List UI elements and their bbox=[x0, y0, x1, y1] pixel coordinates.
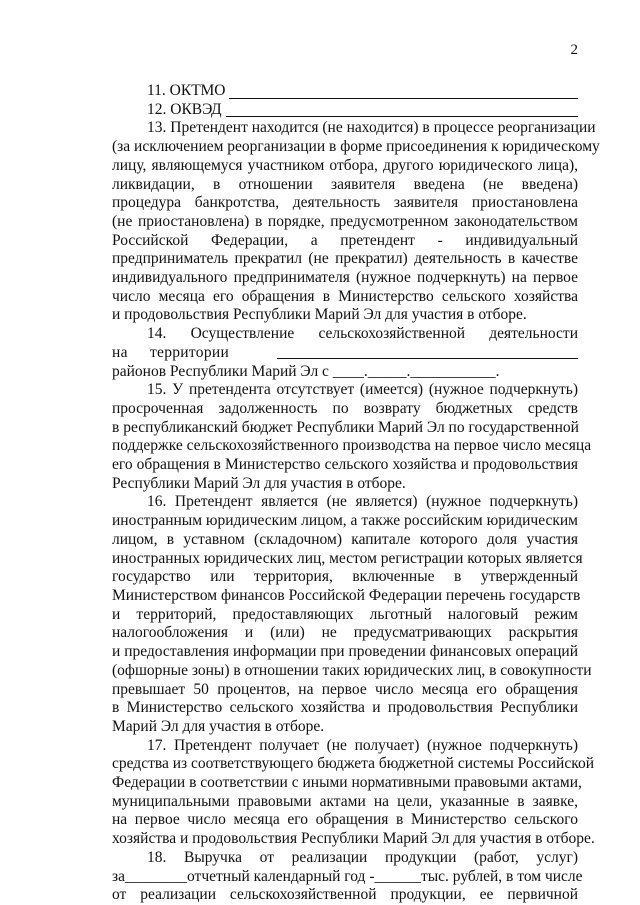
paragraph-line: Республики Марий Эл для участия в отборе. bbox=[112, 474, 406, 492]
day-blank[interactable]: ____ bbox=[332, 362, 364, 380]
paragraph-line: и территорий, предоставляющих льготный налоговый режим bbox=[112, 605, 578, 623]
paragraph-line: Министерством финансов Российской Федерации перечень государств bbox=[112, 586, 581, 604]
paragraph-line: в республиканский бюджет Республики Марий Эл по государственной bbox=[112, 418, 579, 436]
date-separator: . bbox=[363, 362, 368, 380]
paragraph-17 bbox=[112, 736, 595, 849]
paragraph-line: его обращения в Министерство сельского хозяйства и продовольствия bbox=[112, 456, 578, 474]
paragraph-line: Марий Эл для участия в отборе. bbox=[112, 717, 325, 735]
paragraph-line: 18. Выручка от реализации продукции (работ, услуг) bbox=[147, 848, 578, 866]
revenue-amount-blank[interactable]: ______ bbox=[374, 867, 421, 885]
paragraph-line: предприниматель прекратил (не прекратил) деятельность в качестве bbox=[112, 250, 578, 268]
okved-label: 12. ОКВЭД bbox=[147, 100, 222, 118]
okved-input-line[interactable] bbox=[226, 102, 578, 117]
okved-field bbox=[112, 101, 578, 120]
revenue-middle-text: отчетный календарный год - bbox=[187, 867, 375, 885]
paragraph-line: и предоставления информации при проведении финансовых операций bbox=[112, 643, 578, 661]
paragraph-18 bbox=[112, 848, 583, 905]
paragraph-line: процедура банкротства, деятельность заявителя приостановлена bbox=[112, 194, 578, 212]
paragraph-line: муниципальными правовыми актами на цели, указанные в заявке, bbox=[112, 792, 578, 810]
paragraph-line: просроченная задолженность по возврату бюджетных средств bbox=[112, 399, 578, 417]
paragraph-line: от реализации сельскохозяйственной продукции, ее первичной bbox=[112, 886, 578, 904]
paragraph-line: превышает 50 процентов, на первое число месяца его обращения bbox=[112, 680, 578, 698]
paragraph-line: индивидуального предпринимателя (нужное подчеркнуть) на первое bbox=[112, 269, 578, 287]
paragraph-line: поддержке сельскохозяйственного производства на первое число месяца bbox=[112, 437, 592, 455]
date-line-label: районов Республики Марий Эл с bbox=[112, 362, 329, 380]
paragraph-line: лицом, в уставном (складочном) капитале которого доля участия bbox=[112, 530, 578, 548]
territory-label: на территории bbox=[112, 343, 230, 361]
revenue-prefix: за bbox=[112, 867, 126, 885]
paragraph-line: 14. Осуществление сельскохозяйственной деятельности bbox=[147, 325, 578, 343]
revenue-line bbox=[112, 867, 583, 887]
paragraph-line: (за исключением реорганизации в форме присоединения к юридическому bbox=[112, 138, 600, 156]
paragraph-line: средства из соответствующего бюджета бюджетной системы Российской bbox=[112, 755, 595, 773]
paragraph-line: государство или территория, включенные в утвержденный bbox=[112, 568, 578, 586]
paragraph-line: (не приостановлена) в порядке, предусмотренном законодательством bbox=[112, 212, 578, 230]
paragraph-line: Российской Федерации, а претендент - индивидуальный bbox=[112, 231, 578, 249]
paragraph-line: ликвидации, в отношении заявителя введена (не введена) bbox=[112, 175, 578, 193]
document-body bbox=[112, 82, 600, 905]
paragraph-line: 13. Претендент находится (не находится) в процессе реорганизации bbox=[147, 119, 596, 137]
revenue-suffix: тыс. рублей, в том числе bbox=[420, 867, 583, 885]
month-blank[interactable]: _____ bbox=[367, 362, 407, 380]
date-end: . bbox=[495, 362, 500, 380]
year-count-blank[interactable]: ________ bbox=[125, 867, 188, 885]
paragraph-line: в Министерство сельского хозяйства и продовольствия Республики bbox=[112, 699, 578, 717]
paragraph-line: 16. Претендент является (не является) (нужное подчеркнуть) bbox=[147, 493, 578, 511]
date-separator: . bbox=[406, 362, 411, 380]
paragraph-line: Федерации в соответствии с иными нормативными правовыми актами, bbox=[112, 774, 582, 792]
paragraph-line: 17. Претендент получает (не получает) (нужное подчеркнуть) bbox=[147, 736, 578, 754]
oktmo-field bbox=[112, 82, 578, 101]
paragraph-line: хозяйства и продовольствия Республики Марий Эл для участия в отборе. bbox=[112, 830, 595, 848]
paragraph-line: налогообложения и (или) не предусматривающих раскрытия bbox=[112, 624, 578, 642]
paragraph-line: на первое число месяца его обращения в Министерство сельского bbox=[112, 811, 578, 829]
year-blank[interactable]: ___________ bbox=[410, 362, 496, 380]
oktmo-input-line[interactable] bbox=[229, 84, 578, 99]
paragraph-14 bbox=[112, 325, 578, 381]
paragraph-line: лицу, являющемуся участником отбора, другого юридического лица), bbox=[112, 156, 578, 174]
date-line bbox=[112, 363, 578, 382]
paragraph-line: (офшорные зоны) в отношении таких юридических лиц, в совокупности bbox=[112, 661, 592, 679]
paragraph-13 bbox=[112, 119, 600, 325]
paragraph-line: иностранным юридическим лицом, а также российским юридическим bbox=[112, 512, 578, 530]
territory-input-line[interactable] bbox=[277, 344, 578, 359]
paragraph-line: число месяца его обращения в Министерство сельского хозяйства bbox=[112, 287, 578, 305]
paragraph-16 bbox=[112, 493, 592, 736]
paragraph-line: 15. У претендента отсутствует (имеется) (нужное подчеркнуть) bbox=[147, 381, 578, 399]
paragraph-line: иностранных юридических лиц, местом регистрации которых является bbox=[112, 549, 583, 567]
territory-field bbox=[112, 344, 578, 363]
paragraph-15 bbox=[112, 381, 592, 493]
paragraph-line: и продовольствия Республики Марий Эл для участия в отборе. bbox=[112, 306, 527, 324]
oktmo-label: 11. ОКТМО bbox=[147, 82, 226, 99]
page-number: 2 bbox=[570, 42, 578, 58]
